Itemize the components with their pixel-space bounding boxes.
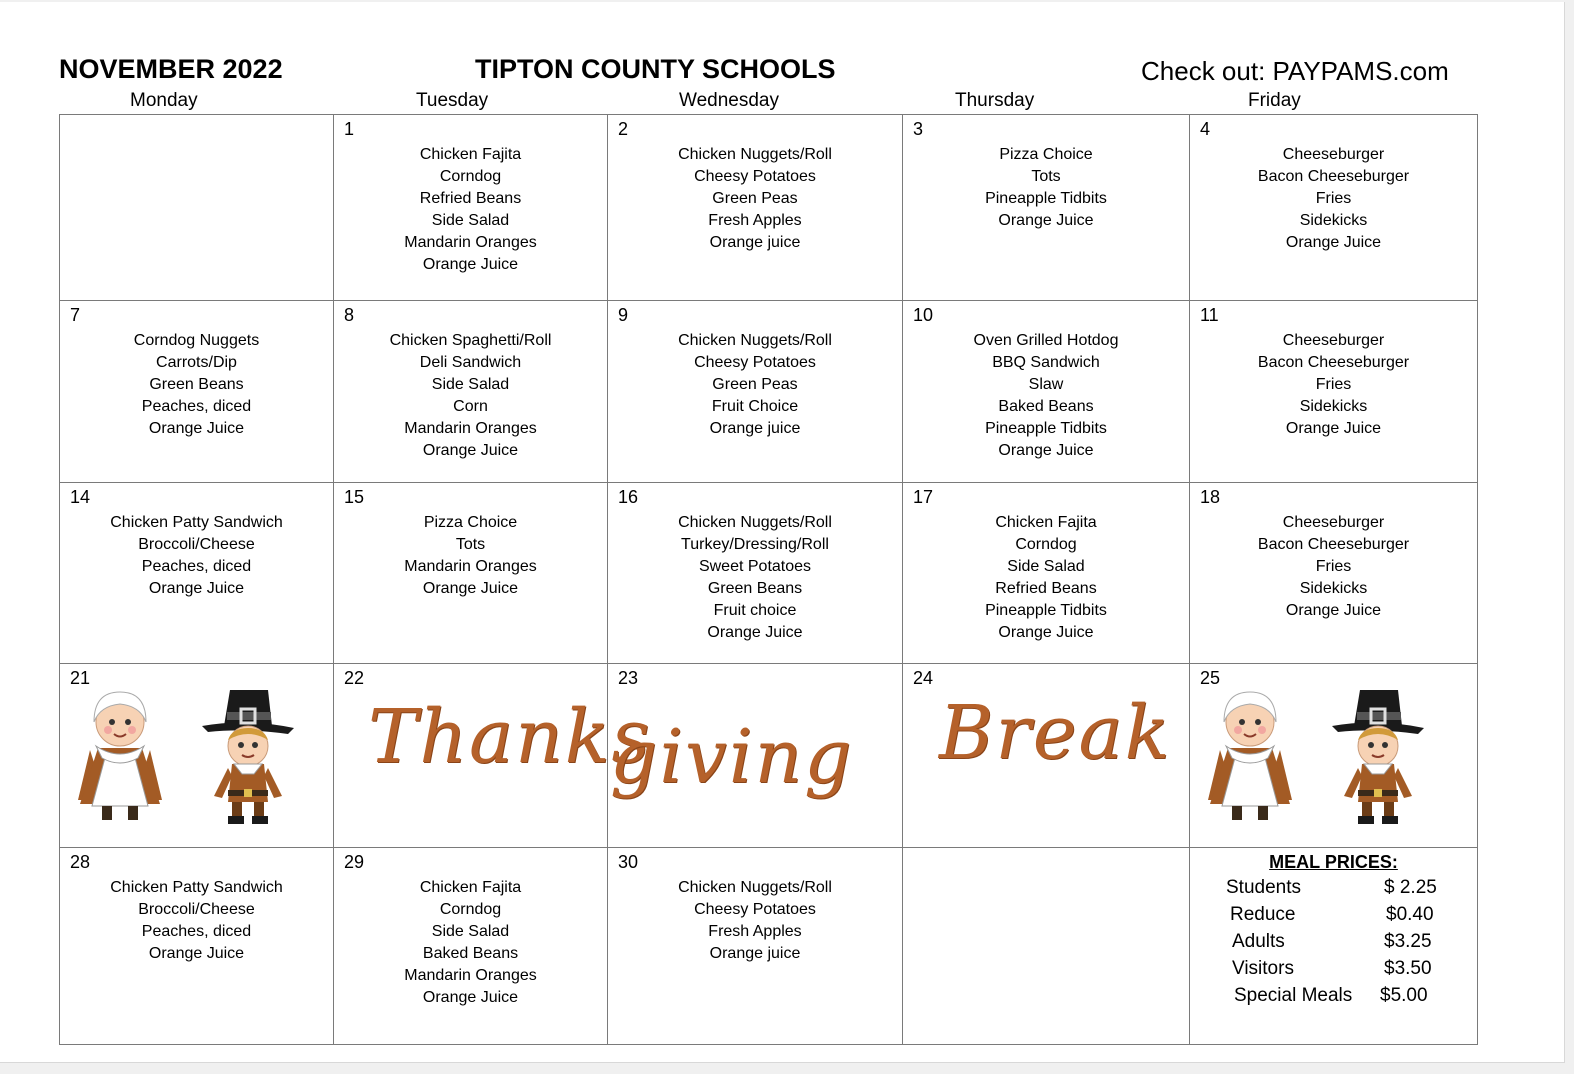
- day-cell-monday: [60, 115, 334, 301]
- menu-item: Fries: [1315, 189, 1352, 207]
- menu-item: Orange juice: [709, 944, 801, 962]
- meal-price-value: $3.25: [1384, 931, 1432, 952]
- day-cell-wednesday: [608, 115, 903, 301]
- meal-price-row: [1190, 954, 1477, 981]
- menu-item: Refried Beans: [419, 189, 522, 207]
- menu-items: [334, 115, 607, 275]
- thanksgiving-script-part1: Thanks: [368, 694, 652, 780]
- menu-items: [1190, 301, 1477, 440]
- menu-item: Mandarin Oranges: [404, 557, 537, 575]
- menu-item: Sidekicks: [1299, 397, 1368, 415]
- menu-item: Orange Juice: [998, 211, 1094, 229]
- menu-item: Tots: [1031, 167, 1061, 185]
- menu-item: Cheesy Potatoes: [694, 167, 816, 185]
- break-script: Break: [939, 690, 1172, 776]
- day-number: 8: [344, 305, 355, 325]
- day-number: 17: [913, 487, 934, 507]
- menu-item: Orange Juice: [422, 988, 519, 1006]
- meal-prices-title: MEAL PRICES:: [1269, 852, 1398, 872]
- dayname-tuesday: Tuesday: [416, 90, 489, 111]
- day-cell-tuesday: [334, 848, 608, 1045]
- menu-item: Orange Juice: [1285, 233, 1382, 251]
- day-number: 23: [618, 668, 639, 688]
- day-number: 9: [618, 305, 629, 325]
- menu-item: Bacon Cheeseburger: [1257, 167, 1410, 185]
- menu-item: Chicken Patty Sandwich: [110, 514, 283, 531]
- menu-item: Fresh Apples: [708, 211, 802, 229]
- menu-item: Tots: [455, 535, 486, 553]
- menu-item: Pineapple Tidbits: [985, 189, 1107, 207]
- day-cell-friday: [1190, 483, 1478, 664]
- school-title: TIPTON COUNTY SCHOOLS: [475, 54, 836, 84]
- meal-price-label: Special Meals: [1234, 985, 1353, 1006]
- menu-item: Oven Grilled Hotdog: [973, 332, 1119, 349]
- day-cell-tuesday: [334, 115, 608, 301]
- day-cell-wednesday: [608, 483, 903, 664]
- menu-items: [1190, 483, 1477, 622]
- menu-item: Sweet Potatoes: [698, 557, 812, 575]
- day-number: 1: [344, 119, 355, 139]
- meal-price-label: Adults: [1232, 931, 1285, 952]
- menu-item: Orange Juice: [998, 623, 1094, 641]
- menu-item: Chicken Spaghetti/Roll: [389, 332, 552, 349]
- menu-item: Mandarin Oranges: [404, 966, 537, 984]
- meal-price-label: Reduce: [1230, 904, 1296, 925]
- pilgrim-boy-icon: [202, 690, 294, 824]
- menu-page: [0, 2, 1565, 1063]
- menu-item: Refried Beans: [995, 579, 1097, 597]
- day-cell-friday: [1190, 664, 1478, 848]
- day-cell-wednesday: [608, 301, 903, 483]
- menu-item: Cheesy Potatoes: [694, 353, 816, 371]
- menu-item: Corndog: [439, 900, 502, 918]
- menu-items: [334, 848, 607, 1008]
- menu-item: Mandarin Oranges: [404, 419, 537, 437]
- day-cell-friday: [1190, 301, 1478, 483]
- menu-item: Sidekicks: [1299, 579, 1368, 597]
- day-number: 4: [1200, 119, 1211, 139]
- calendar-grid: [59, 114, 1478, 1045]
- meal-price-row: [1190, 981, 1477, 1008]
- day-number: 3: [913, 119, 924, 139]
- menu-item: Bacon Cheeseburger: [1257, 535, 1410, 553]
- menu-item: Chicken Nuggets/Roll: [678, 332, 832, 349]
- meal-price-row: [1190, 900, 1477, 927]
- pilgrim-girl-icon: [1208, 692, 1292, 820]
- menu-item: Chicken Nuggets/Roll: [678, 146, 832, 163]
- menu-item: Orange Juice: [422, 255, 519, 273]
- menu-item: Chicken Fajita: [995, 514, 1097, 531]
- menu-item: Corndog: [439, 167, 502, 185]
- menu-item: Chicken Patty Sandwich: [110, 879, 283, 896]
- menu-item: Broccoli/Cheese: [138, 900, 255, 918]
- menu-item: Orange Juice: [148, 579, 245, 597]
- meal-price-label: Students: [1226, 877, 1301, 898]
- day-cell-tuesday: [334, 301, 608, 483]
- dayname-monday: Monday: [130, 90, 198, 111]
- meal-price-value: $ 2.25: [1384, 877, 1437, 898]
- menu-item: Peaches, diced: [141, 397, 252, 415]
- day-cell-thursday: [903, 115, 1190, 301]
- dayname-friday: Friday: [1248, 90, 1301, 111]
- menu-item: Green Beans: [707, 579, 803, 597]
- menu-items: [60, 848, 333, 965]
- menu-item: Pizza Choice: [999, 146, 1093, 163]
- menu-item: Side Salad: [431, 211, 510, 229]
- day-cell-monday: [60, 848, 334, 1045]
- month-title: NOVEMBER 2022: [59, 54, 283, 84]
- menu-item: Peaches, diced: [141, 557, 252, 575]
- menu-items: [903, 483, 1189, 643]
- menu-item: Orange Juice: [707, 623, 803, 641]
- checkout-note: Check out: PAYPAMS.com: [1141, 56, 1449, 86]
- menu-item: Fries: [1315, 375, 1352, 393]
- day-number: 18: [1200, 487, 1221, 507]
- meal-price-row: [1190, 927, 1477, 954]
- menu-item: Green Peas: [712, 189, 798, 207]
- day-number: 10: [913, 305, 934, 325]
- menu-item: Orange Juice: [1285, 601, 1382, 619]
- day-number: 24: [913, 668, 934, 688]
- day-cell-thursday: [903, 664, 1190, 848]
- menu-items: [1190, 115, 1477, 254]
- menu-item: Pizza Choice: [423, 514, 518, 531]
- day-number: 16: [618, 487, 639, 507]
- menu-item: Orange juice: [709, 233, 801, 251]
- day-number: 22: [344, 668, 365, 688]
- menu-item: Pineapple Tidbits: [985, 419, 1107, 437]
- pilgrim-girl-icon: [78, 692, 162, 820]
- menu-item: Cheeseburger: [1282, 146, 1385, 163]
- menu-item: Pineapple Tidbits: [985, 601, 1107, 619]
- day-cell-tuesday: [334, 483, 608, 664]
- menu-item: Orange Juice: [998, 441, 1094, 459]
- menu-item: Turkey/Dressing/Roll: [681, 535, 829, 553]
- day-number: 29: [344, 852, 365, 872]
- menu-item: Bacon Cheeseburger: [1257, 353, 1410, 371]
- menu-item: Orange juice: [709, 419, 801, 437]
- day-number: 2: [618, 119, 629, 139]
- day-cell-thursday: [903, 848, 1190, 1045]
- menu-item: Broccoli/Cheese: [138, 535, 255, 553]
- day-cell-monday: [60, 301, 334, 483]
- menu-item: Orange Juice: [1285, 419, 1382, 437]
- menu-item: Deli Sandwich: [419, 353, 522, 371]
- menu-item: Carrots/Dip: [156, 353, 237, 371]
- menu-items: [608, 301, 902, 440]
- menu-item: Chicken Nuggets/Roll: [678, 514, 832, 531]
- meal-price-value: $5.00: [1380, 985, 1428, 1006]
- menu-item: Corndog Nuggets: [133, 332, 260, 349]
- menu-item: Cheeseburger: [1282, 514, 1385, 531]
- menu-item: Corndog: [1015, 535, 1077, 553]
- meal-price-row: [1190, 873, 1477, 900]
- thanksgiving-script-part2: giving: [610, 714, 854, 800]
- menu-item: Orange Juice: [422, 579, 519, 597]
- menu-item: Chicken Fajita: [419, 146, 522, 163]
- menu-item: Fruit Choice: [711, 397, 799, 415]
- day-number: 7: [70, 305, 81, 325]
- day-cell-monday: [60, 483, 334, 664]
- menu-item: Side Salad: [1007, 557, 1085, 575]
- menu-item: Cheeseburger: [1282, 332, 1385, 349]
- day-number: 25: [1200, 668, 1221, 688]
- day-cell-monday: [60, 664, 334, 848]
- meal-price-label: Visitors: [1232, 958, 1294, 979]
- day-number: 15: [344, 487, 365, 507]
- menu-items: [334, 483, 607, 600]
- menu-item: Fries: [1315, 557, 1352, 575]
- menu-item: Corn: [453, 397, 488, 415]
- menu-items: [334, 301, 607, 461]
- menu-item: Green Beans: [149, 375, 244, 393]
- menu-item: Mandarin Oranges: [404, 233, 537, 251]
- menu-item: Fruit choice: [713, 601, 797, 619]
- menu-item: Slaw: [1028, 375, 1064, 393]
- menu-item: Sidekicks: [1299, 211, 1368, 229]
- day-number: 11: [1200, 305, 1219, 325]
- meal-price-value: $3.50: [1384, 958, 1432, 979]
- day-cell-thursday: [903, 301, 1190, 483]
- menu-item: Orange Juice: [422, 441, 519, 459]
- menu-item: Orange Juice: [148, 944, 245, 962]
- meal-price-value: $0.40: [1386, 904, 1434, 925]
- menu-item: Baked Beans: [998, 397, 1094, 415]
- day-cell-wednesday: [608, 664, 903, 848]
- meal-prices-panel: [1190, 848, 1478, 1045]
- menu-item: Peaches, diced: [141, 922, 252, 940]
- day-number: 28: [70, 852, 91, 872]
- day-number: 21: [70, 668, 91, 688]
- day-cell-friday: [1190, 115, 1478, 301]
- menu-items: [903, 301, 1189, 461]
- menu-item: Fresh Apples: [708, 922, 802, 940]
- menu-item: BBQ Sandwich: [992, 353, 1100, 371]
- dayname-thursday: Thursday: [955, 90, 1035, 111]
- menu-items: [903, 115, 1189, 232]
- menu-item: Side Salad: [431, 922, 510, 940]
- menu-item: Chicken Fajita: [419, 879, 522, 896]
- day-number: 30: [618, 852, 639, 872]
- menu-item: Orange Juice: [148, 419, 245, 437]
- menu-item: Cheesy Potatoes: [694, 900, 816, 918]
- menu-item: Green Peas: [712, 375, 798, 393]
- menu-items: [60, 301, 333, 440]
- menu-items: [60, 483, 333, 600]
- menu-item: Chicken Nuggets/Roll: [678, 879, 832, 896]
- day-number: 14: [70, 487, 91, 507]
- menu-items: [608, 848, 902, 965]
- menu-items: [608, 115, 902, 254]
- menu-item: Baked Beans: [422, 944, 519, 962]
- menu-item: Side Salad: [431, 375, 510, 393]
- pilgrims-illustration: [68, 688, 326, 830]
- pilgrims-illustration: [1198, 688, 1456, 830]
- day-cell-wednesday: [608, 848, 903, 1045]
- pilgrim-boy-icon: [1332, 690, 1424, 824]
- menu-items: [608, 483, 902, 643]
- day-cell-thursday: [903, 483, 1190, 664]
- dayname-wednesday: Wednesday: [679, 90, 779, 111]
